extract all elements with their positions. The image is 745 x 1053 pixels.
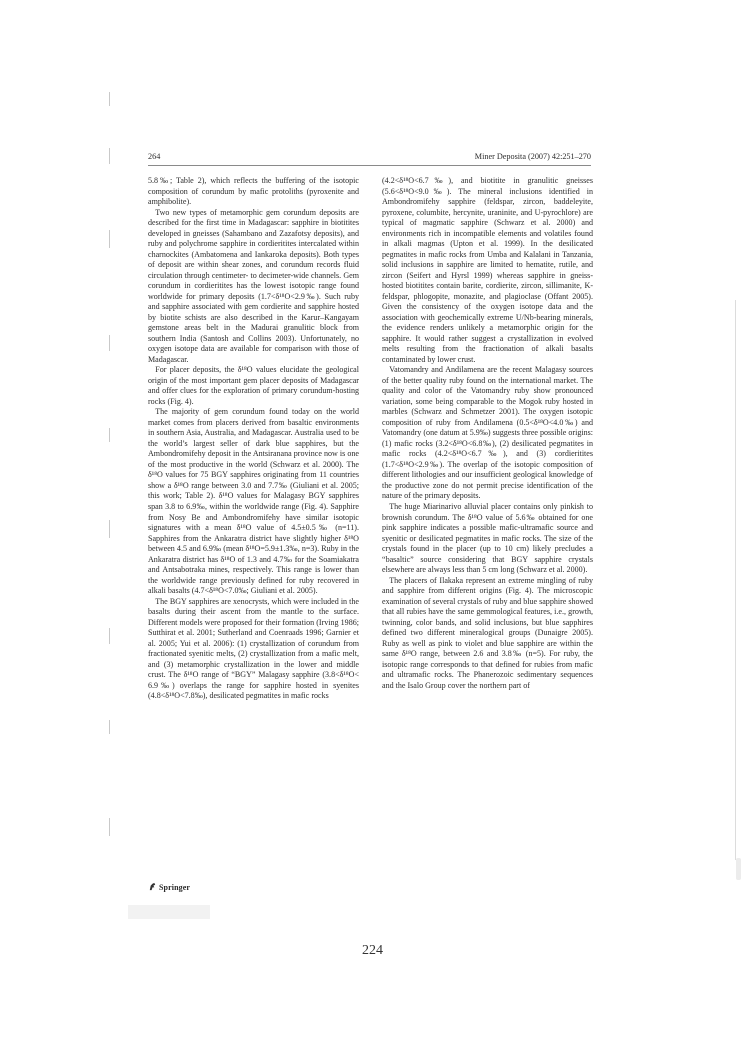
scan-mark <box>109 92 110 106</box>
scan-mark <box>109 818 110 836</box>
running-head <box>148 151 591 166</box>
scan-edge <box>735 300 736 860</box>
right-column-paragraph: (4.2<δ¹⁸O<6.7‰), and biotitite in granulitic gneisses (5.6<δ¹⁸O<9.0‰). The mineral inclusions identified in Ambondromifehy sapphire (feldspar, zircon, baddeleyite, pyroxene, columbite, hercynite, uraninite, and U-pyrochlore) are typical of magmatic sapphire (Schwarz et al. 2000) and environments rich in incompatible elements and volatiles found in alkali magmas (Upton et al. 1999). In the desilicated pegmatites in mafic rocks from Umba and Kalalani in Tanzania, solid inclusions in sapphire are limited to hematite, rutile, and zircon (Seifert and Hyrsl 1999) whereas sapphire in gneiss-hosted biotitites contain barite, cordierite, zircon, sillimanite, K-feldspar, phlogopite, monazite, and plagioclase (Offant 2005). Given the consistency of the oxygen isotope data and the association with geochemically extreme U/Nb-bearing minerals, the evidence renders unlikely a metamorphic origin for the sapphire. It would rather suggest a crystallization in evolved melts resulting from the fractionation of alkali basalts contaminated by lower crust. <box>382 176 593 364</box>
journal-citation: Miner Deposita (2007) 42:251–270 <box>474 152 591 161</box>
left-column-paragraph: For placer deposits, the δ¹⁸O values elucidate the geological origin of the most important gem placer deposits of Madagascar and offer clues for the exploration of primary corundum-hosting rocks (Fig. 4). <box>148 365 359 406</box>
left-column-paragraph: The BGY sapphires are xenocrysts, which were included in the basalts during their ascent from the mantle to the surface. Different models were proposed for their formation (Irving 1986; Sutthirat et al. 2001; Sutherland and Coenraads 1996; Garnier et al. 2005; Yui et al. 2006): (1) crystallization of corundum from fractionated syenitic melts, (2) crystallization from a mafic melt, and (3) metamorphic crystallization in the lower and middle crust. The δ¹⁸O range of “BGY” Malagasy sapphire (3.8<δ¹⁸O< 6.9‰) overlaps the range for sapphire hosted in syenites (4.8<δ¹⁸O<7.8‰), desilicated pegmatites in mafic rocks <box>148 596 359 701</box>
springer-horse-icon <box>148 882 157 891</box>
publisher-name: Springer <box>159 883 191 892</box>
left-column-paragraph: Two new types of metamorphic gem corundum deposits are described for the first time in Madagascar: sapphire in biotitites developed in gneisses (Sahambano and Zazafotsy deposits), and ruby and polychrome sapphire in cordieritites intercalated within charnockites (Ambatomena and Iankaroka deposits). Both types of deposit are within shear zones, and corundum records fluid circulation through centimeter- to decimeter-wide channels. Gem corundum in cordieritites has the lowest isotopic range found worldwide for primary deposits (1.7<δ¹⁸O<2.9‰). Such ruby and sapphire associated with gem cordierite and sapphire hosted by biotite schists are also described in the Karur–Kangayam gemstone areas belt in the Madurai granulitic block from southern India (Santosh and Collins 2003). Unfortunately, no oxygen isotope data are available for comparison with those of Madagascar. <box>148 207 359 364</box>
scan-mark <box>109 628 110 644</box>
publisher-logo <box>148 882 190 892</box>
scan-mark <box>109 230 110 248</box>
left-column-paragraph: 5.8‰; Table 2), which reflects the buffering of the isotopic composition of corundum by mafic protoliths (pyroxenite and amphibolite). <box>148 176 359 207</box>
scan-smudge <box>128 905 210 919</box>
folio-number: 224 <box>362 943 383 958</box>
scan-mark <box>109 335 110 351</box>
page-number: 264 <box>148 152 161 161</box>
scan-spot <box>736 858 741 880</box>
right-column-paragraph: The placers of Ilakaka represent an extreme mingling of ruby and sapphire from different origins (Fig. 4). The microscopic examination of several crystals of ruby and blue sapphire showed that all rubies have the same gemmological features, i.e., growth, twinning, color bands, and solid inclusions, but blue sapphires defined two different mineralogical groups (Dunaigre 2005). Ruby as well as pink to violet and blue sapphire are within the same δ¹⁸O range, between 2.6 and 3.8‰ (n=5). For ruby, the isotopic range corresponds to that defined for rubies from mafic and ultramafic rocks. The Phanerozoic sedimentary sequences and the Isalo Group cover the northern part of <box>382 575 593 690</box>
right-column <box>382 176 593 691</box>
right-column-paragraph: The huge Miarinarivo alluvial placer contains only pinkish to brownish corundum. The δ¹⁸O value of 5.6‰ obtained for one pink sapphire indicates a possible mafic-ultramafic source and syenitic or desilicated pegmatites in mafic rocks. The size of the crystals found in the placer (up to 10 cm) likely precludes a “basaltic” source considering that BGY sapphire crystals elsewhere are always less than 5 cm long (Schwarz et al. 2000). <box>382 501 593 575</box>
left-column-paragraph: The majority of gem corundum found today on the world market comes from placers derived from basaltic environments in southern Asia, Australia, and Madagascar. Australia used to be the world’s largest seller of dark blue sapphires, but the Ambondromifehy deposit in the Antsiranana province now is one of the most productive in the world (Schwarz et al. 2000). The δ¹⁸O values for 75 BGY sapphires originating from 11 countries show a δ¹⁸O range between 3.0 and 7.7‰ (Giuliani et al. 2005; this work; Table 2). δ¹⁸O values for Malagasy BGY sapphires span 3.8 to 6.9‰, within the worldwide range (Fig. 4). Sapphire from Nosy Be and Ambondromifehy have similar isotopic signatures with a mean δ¹⁸O value of 4.5±0.5‰ (n=11). Sapphires from the Ankaratra district have slightly higher δ¹⁸O between 4.5 and 6.9‰ (mean δ¹⁸O=5.9±1.3‰, n=3). Ruby in the Ankaratra district has δ¹⁸O of 1.3 and 4.7‰ for the Soamiakatra and Antsabotraka mines, respectively. This range is lower than the worldwide range previously defined for ruby recovered in alkali basalts (4.7<δ¹⁸O<7.0‰; Giuliani et al. 2005). <box>148 407 359 596</box>
scan-mark <box>109 520 110 538</box>
left-column <box>148 176 359 702</box>
scan-mark <box>109 720 110 734</box>
right-column-paragraph: Vatomandry and Andilamena are the recent Malagasy sources of the better quality ruby found on the international market. The quality and color of the Vatomandry ruby show pronounced variation, some being comparable to the Mogok ruby hosted in marbles (Schwarz and Schmetzer 2001). The oxygen isotopic composition of ruby from Andilamena (0.5<δ¹⁸O<4.0‰) and Vatomandry (one datum at 5.9‰) suggests three possible origins: (1) mafic rocks (3.2<δ¹⁸O<6.8‰), (2) desilicated pegmatites in mafic rocks (4.2<δ¹⁸O<6.7‰), and (3) cordieritites (1.7<δ¹⁸O<2.9‰). The overlap of the isotopic composition of different lithologies and our insufficient geological knowledge of the productive zone do not permit precise identification of the nature of the primary deposits. <box>382 365 593 501</box>
scan-mark <box>109 428 110 442</box>
scan-mark <box>109 148 110 164</box>
